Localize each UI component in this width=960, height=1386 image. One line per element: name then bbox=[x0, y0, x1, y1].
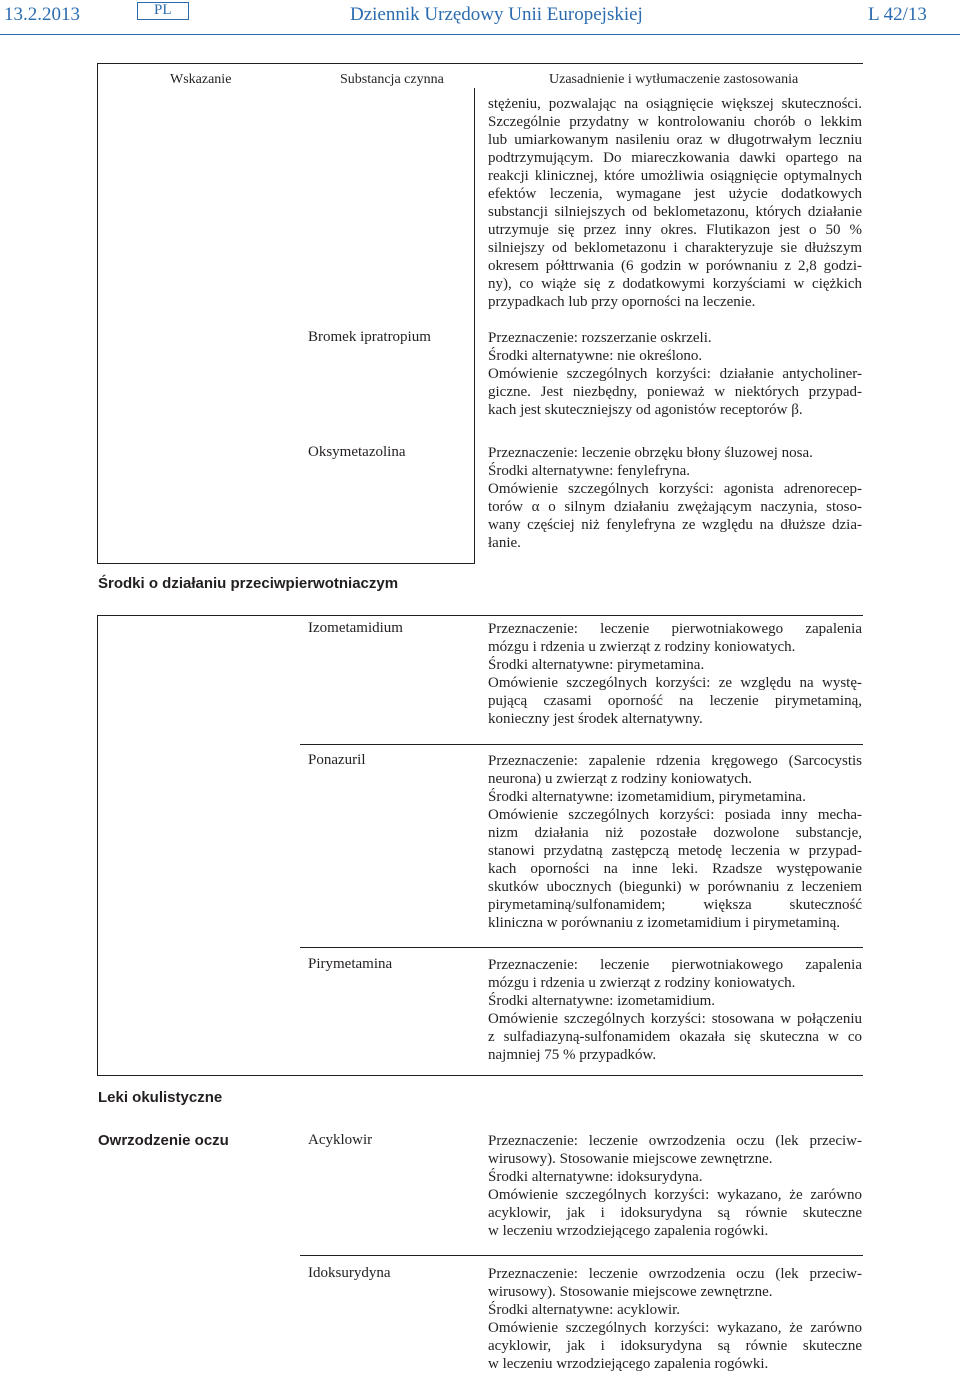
header-divider bbox=[0, 34, 960, 35]
text-line: Omówienie szczególnych korzyści: działanie antycholiner- bbox=[488, 366, 862, 382]
text-line: Środki alternatywne: idoksurydyna. bbox=[488, 1169, 703, 1185]
text-line: kach jest skuteczniejszy od agonistów receptorów β. bbox=[488, 402, 803, 418]
column-divider bbox=[474, 88, 475, 563]
justification-oxymetazoline bbox=[488, 444, 862, 552]
text-line: pującą czasami oporność na leczenie pirymetaminą, bbox=[488, 693, 862, 709]
section-divider bbox=[97, 615, 863, 616]
text-line: Omówienie szczególnych korzyści: stosowana w połączeniu bbox=[488, 1011, 862, 1027]
text-line: ny), co wiąże się z dodatkowymi korzyściami w ciężkich bbox=[488, 276, 862, 292]
justification-isometamidium bbox=[488, 620, 862, 728]
substance-ipratropium: Bromek ipratropium bbox=[308, 329, 431, 345]
row-divider bbox=[300, 947, 863, 948]
section-divider bbox=[97, 563, 475, 564]
table-border-left bbox=[97, 615, 98, 1075]
text-line: kliniczna w porównaniu z izometamidium i pirymetaminą. bbox=[488, 915, 840, 931]
indication-corneal-ulcer: Owrzodzenie oczu bbox=[98, 1132, 229, 1149]
text-line: neurona) u zwierząt z rodziny koniowatych. bbox=[488, 771, 753, 787]
text-line: konieczny jest środek alternatywny. bbox=[488, 711, 703, 727]
text-line: Środki alternatywne: izometamidium, pirymetamina. bbox=[488, 789, 806, 805]
text-line: Środki alternatywne: pirymetamina. bbox=[488, 657, 705, 673]
text-line: Przeznaczenie: leczenie obrzęku błony śluzowej nosa. bbox=[488, 445, 813, 461]
text-line: Środki alternatywne: izometamidium. bbox=[488, 993, 716, 1009]
text-line: przypadkach lub przy oporności na leczenie. bbox=[488, 294, 756, 310]
page-reference: L 42/13 bbox=[868, 4, 927, 25]
text-line: Środki alternatywne: nie określono. bbox=[488, 348, 703, 364]
text-line: Środki alternatywne: acyklowir. bbox=[488, 1302, 681, 1318]
text-line: Przeznaczenie: zapalenie rdzenia kręgowego (Sarcocystis bbox=[488, 753, 862, 769]
text-line: wany częściej niż fenylefryna ze względu na dłuższe dzia- bbox=[488, 517, 862, 533]
justification-aciclovir bbox=[488, 1132, 862, 1240]
text-line: Przeznaczenie: leczenie owrzodzenia oczu (lek przeciw- bbox=[488, 1266, 862, 1282]
text-line: stężeniu, pozwalając na osiągnięcie większej skuteczności. bbox=[488, 96, 862, 112]
row-divider bbox=[300, 744, 863, 745]
text-line: Przeznaczenie: leczenie owrzodzenia oczu (lek przeciw- bbox=[488, 1133, 862, 1149]
substance-ponazuril: Ponazuril bbox=[308, 752, 366, 768]
publication-date: 13.2.2013 bbox=[4, 4, 80, 25]
text-line: efektów leczenia, wymagane jest użycie dodatkowych bbox=[488, 186, 862, 202]
text-line: Szczególnie przydatny w kontrolowaniu chorób o lekkim bbox=[488, 114, 862, 130]
column-header-indication: Wskazanie bbox=[170, 72, 232, 87]
substance-pyrimethamine: Pirymetamina bbox=[308, 956, 393, 972]
section-heading-antiprotozoal: Środki o działaniu przeciwpierwotniaczym bbox=[98, 575, 399, 592]
text-line: okresem półttrwania (6 godzin w porównaniu z 2,8 godzi- bbox=[488, 258, 862, 274]
table-top-border bbox=[97, 63, 863, 64]
text-line: Środki alternatywne: fenylefryna. bbox=[488, 463, 691, 479]
text-line: acyklowir, jak i idoksurydyna są równie skuteczne bbox=[488, 1338, 862, 1354]
text-line: w leczeniu wrzodziejącego zapalenia rogówki. bbox=[488, 1356, 769, 1372]
column-header-justification: Uzasadnienie i wytłumaczenie zastosowania bbox=[549, 72, 799, 87]
text-line: silniejszy od beklometazonu i charakteryzuje sie dłuższym bbox=[488, 240, 862, 256]
justification-pyrimethamine bbox=[488, 956, 862, 1064]
text-line: giczne. Jest niezbędny, ponieważ w niektórych przypad- bbox=[488, 384, 862, 400]
text-line: z sulfadiazyną-sulfonamidem okazała się skuteczna w co bbox=[488, 1029, 862, 1045]
text-line: Przeznaczenie: leczenie pierwotniakowego zapalenia bbox=[488, 621, 862, 637]
text-line: łanie. bbox=[488, 535, 521, 551]
text-line: mózgu i rdzenia u zwierząt z rodziny koniowatych. bbox=[488, 639, 796, 655]
text-line: Omówienie szczególnych korzyści: ze względu na wystę- bbox=[488, 675, 862, 691]
text-line: najmniej 75 % przypadków. bbox=[488, 1047, 657, 1063]
text-line: wirusowy). Stosowanie miejscowe zewnętrzne. bbox=[488, 1151, 773, 1167]
text-line: torów α o silnym działaniu zwężającym naczynia, stoso- bbox=[488, 499, 862, 515]
text-line: Omówienie szczególnych korzyści: wykazano, że zarówno bbox=[488, 1187, 862, 1203]
column-header-substance: Substancja czynna bbox=[340, 72, 444, 87]
substance-isometamidium: Izometamidium bbox=[308, 620, 403, 636]
page-header bbox=[0, 0, 960, 30]
section-divider bbox=[97, 1075, 863, 1076]
table-border-left bbox=[97, 63, 98, 563]
section-heading-ophthalmic: Leki okulistyczne bbox=[98, 1089, 223, 1106]
text-line: utrzymuje się przez inny okres. Flutikazon jest o 50 % bbox=[488, 222, 862, 238]
justification-ponazuril bbox=[488, 752, 862, 932]
justification-ipratropium bbox=[488, 329, 862, 419]
text-line: Omówienie szczególnych korzyści: posiada inny mecha- bbox=[488, 807, 862, 823]
text-line: acyklowir, jak i idoksurydyna są równie skuteczne bbox=[488, 1205, 862, 1221]
text-line: pirymetaminą/sulfonamidem; większa skuteczność bbox=[488, 897, 862, 913]
text-line: Przeznaczenie: rozszerzanie oskrzeli. bbox=[488, 330, 712, 346]
text-line: stanowi przydatną zastępczą metodę leczenia w przypad- bbox=[488, 843, 862, 859]
text-line: nizm działania niż pozostałe dozwolone substancje, bbox=[488, 825, 862, 841]
journal-title: Dziennik Urzędowy Unii Europejskiej bbox=[350, 4, 643, 25]
text-line: skutków ubocznych (biegunki) w porównaniu z leczeniem bbox=[488, 879, 862, 895]
language-badge: PL bbox=[137, 2, 189, 20]
justification-idoxuridine bbox=[488, 1265, 862, 1373]
text-line: reakcji klinicznej, które umożliwia osiągnięcie optymalnych bbox=[488, 168, 862, 184]
text-line: wirusowy). Stosowanie miejscowe zewnętrzne. bbox=[488, 1284, 773, 1300]
row-divider bbox=[300, 1255, 863, 1256]
text-line: lub umiarkowanym nasileniu oraz w długotrwałym leczniu bbox=[488, 132, 862, 148]
substance-aciclovir: Acyklowir bbox=[308, 1132, 373, 1148]
substance-oxymetazoline: Oksymetazolina bbox=[308, 444, 406, 460]
text-line: Omówienie szczególnych korzyści: agonista adrenorecep- bbox=[488, 481, 862, 497]
substance-idoxuridine: Idoksurydyna bbox=[308, 1265, 391, 1281]
text-line: podtrzymującym. Do miareczkowania dawki opartego na bbox=[488, 150, 862, 166]
text-line: Omówienie szczególnych korzyści: wykazano, że zarówno bbox=[488, 1320, 862, 1336]
justification-continued bbox=[488, 95, 862, 311]
text-line: w leczeniu wrzodziejącego zapalenia rogówki. bbox=[488, 1223, 769, 1239]
text-line: kach oporności na inne leki. Rzadsze występowanie bbox=[488, 861, 862, 877]
text-line: substancji silniejszych od beklometazonu, których działanie bbox=[488, 204, 862, 220]
text-line: Przeznaczenie: leczenie pierwotniakowego zapalenia bbox=[488, 957, 862, 973]
text-line: mózgu i rdzenia u zwierząt z rodziny koniowatych. bbox=[488, 975, 796, 991]
